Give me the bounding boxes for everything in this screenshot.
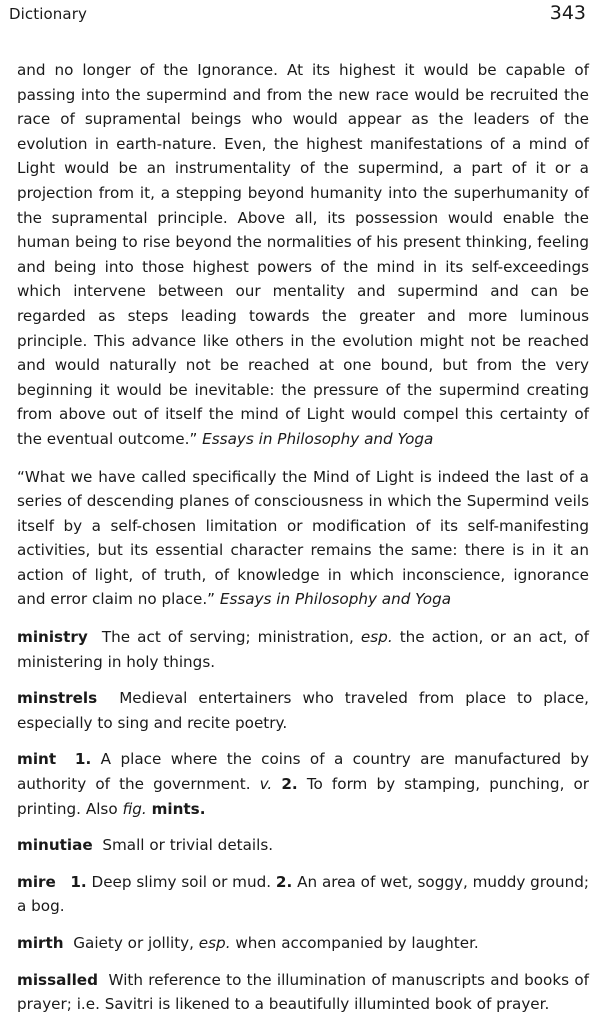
entry-mint [17, 747, 589, 821]
quotation-source: Essays in Philosophy and Yoga [202, 429, 434, 448]
entry-mirth [17, 931, 589, 956]
entry-ministry [17, 625, 589, 674]
entry-missalled [17, 968, 589, 1017]
entry-minstrels [17, 686, 589, 735]
headword: mire [17, 872, 56, 891]
definition: Small or trivial details. [102, 836, 274, 855]
definition: To form by stamping, punching, or printing. Also [17, 775, 590, 818]
definition: when accompanied by laughter. [235, 934, 479, 952]
definition: The act of serving; ministration, [101, 628, 354, 647]
sense-number: 2. [281, 775, 298, 794]
abbreviation: fig. [122, 799, 147, 818]
definition: With reference to the illumination of manuscripts and books of prayer; i.e. Savitri is likened to a beautifully illuminted book of prayer. [17, 970, 589, 1014]
sense-number: 2. [275, 872, 293, 891]
page-number: 343 [549, 2, 586, 24]
abbreviation: esp. [198, 934, 231, 952]
headword: minstrels [17, 689, 98, 708]
page-body [17, 58, 589, 1029]
definition: An area of wet, soggy, muddy ground; a bog. [17, 872, 590, 916]
part-of-speech: v. [259, 775, 273, 794]
headword: missalled [17, 970, 98, 989]
definition: Gaiety or jollity, [73, 934, 194, 952]
variant-form: mints. [151, 799, 206, 818]
sense-number: 1. [74, 750, 92, 769]
page-header [9, 2, 586, 26]
definition: A place where the coins of a country are manufactured by authority of the government. [17, 750, 589, 794]
quotation-paragraph [17, 465, 589, 613]
entry-mire [17, 870, 589, 919]
quotation-paragraph [17, 58, 589, 452]
quotation-text: and no longer of the Ignorance. At its highest it would be capable of passing into the supermind and from the new race would be recruited the race of supramental beings who would appear as the leaders of the evolution in earth-nature. Even, the highest manifestations of a mind of Light would be an instrumentality of the supermind, a part of it or a projection from it, a stepping beyond humanity into the superhumanity of the supramental principle. Above all, its possession would enable the human being to rise beyond the normalities of his present thinking, feeling and being into those highest powers of the mind in its self-exceedings which intervene between our mentality and supermind and can be regarded as steps leading towards the greater and more luminous principle. This advance like others in the evolution might not be reached and would naturally not be reached at one bound, but from the very beginning it would be inevitable: the pressure of the supermind creating from above out of itself the mind of Light would compel this certainty of the eventual outcome.” [17, 61, 589, 448]
headword: minutiae [17, 836, 93, 855]
quotation-source: Essays in Philosophy and Yoga [219, 590, 452, 609]
quotation-text: “What we have called specifically the Mind of Light is indeed the last of a series of descending planes of consciousness in which the Supermind veils itself by a self-chosen limitation or modification of its self-manifesting activities, but its essential character remains the same: there is in it an action of light, of truth, of knowledge in which inconscience, ignorance and error claim no place.” [17, 467, 589, 609]
sense-number: 1. [70, 872, 87, 891]
running-head: Dictionary [9, 5, 87, 23]
headword: ministry [17, 628, 88, 647]
entry-minutiae [17, 833, 589, 858]
definition: the action, or an act, of ministering in holy things. [17, 628, 590, 671]
headword: mint [17, 750, 57, 769]
headword: mirth [17, 934, 64, 952]
abbreviation: esp. [360, 628, 393, 647]
definition: Medieval entertainers who traveled from place to place, especially to sing and recite poetry. [17, 689, 589, 732]
definition: Deep slimy soil or mud. [91, 872, 272, 891]
